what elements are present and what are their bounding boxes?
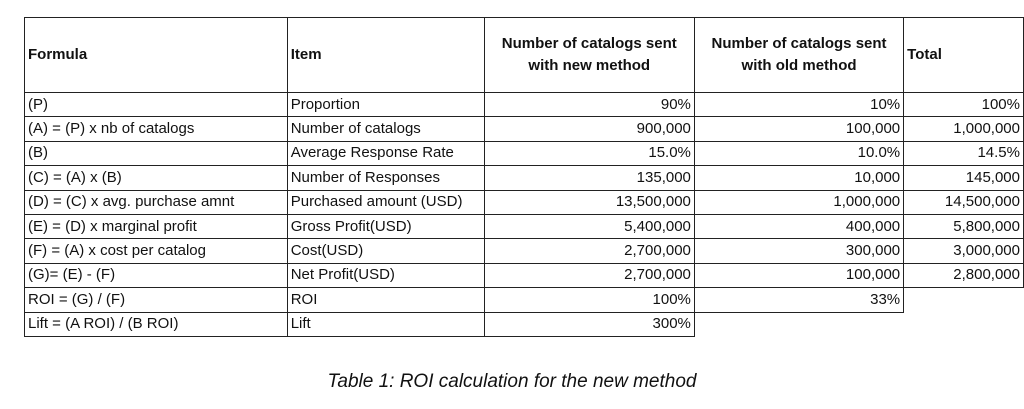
formula-cell: (P) bbox=[25, 93, 288, 117]
header-new-method: Number of catalogs sent with new method bbox=[484, 18, 694, 93]
old-method-cell: 10,000 bbox=[694, 166, 903, 190]
total-cell bbox=[904, 312, 1024, 336]
old-method-cell: 400,000 bbox=[694, 214, 903, 238]
new-method-cell: 90% bbox=[484, 93, 694, 117]
header-item: Item bbox=[287, 18, 484, 93]
new-method-cell: 2,700,000 bbox=[484, 239, 694, 263]
header-formula: Formula bbox=[25, 18, 288, 93]
old-method-cell: 10.0% bbox=[694, 141, 903, 165]
total-cell: 5,800,000 bbox=[904, 214, 1024, 238]
header-row bbox=[25, 18, 1024, 93]
formula-cell: Lift = (A ROI) / (B ROI) bbox=[25, 312, 288, 336]
table-row bbox=[25, 141, 1024, 165]
header-old-method: Number of catalogs sent with old method bbox=[694, 18, 903, 93]
item-cell: Cost(USD) bbox=[287, 239, 484, 263]
new-method-cell: 100% bbox=[484, 288, 694, 312]
table-row bbox=[25, 117, 1024, 141]
formula-cell: (B) bbox=[25, 141, 288, 165]
old-method-cell: 33% bbox=[694, 288, 903, 312]
formula-cell: (C) = (A) x (B) bbox=[25, 166, 288, 190]
item-cell: Number of catalogs bbox=[287, 117, 484, 141]
total-cell: 1,000,000 bbox=[904, 117, 1024, 141]
table-row bbox=[25, 288, 1024, 312]
total-cell: 3,000,000 bbox=[904, 239, 1024, 263]
table-row bbox=[25, 166, 1024, 190]
table-row bbox=[25, 312, 1024, 336]
item-cell: Number of Responses bbox=[287, 166, 484, 190]
item-cell: ROI bbox=[287, 288, 484, 312]
old-method-cell: 10% bbox=[694, 93, 903, 117]
total-cell: 14.5% bbox=[904, 141, 1024, 165]
total-cell: 100% bbox=[904, 93, 1024, 117]
formula-cell: (F) = (A) x cost per catalog bbox=[25, 239, 288, 263]
table-body bbox=[25, 93, 1024, 337]
table-row bbox=[25, 214, 1024, 238]
item-cell: Average Response Rate bbox=[287, 141, 484, 165]
new-method-cell: 2,700,000 bbox=[484, 263, 694, 287]
old-method-cell: 100,000 bbox=[694, 117, 903, 141]
roi-table bbox=[24, 17, 1024, 337]
new-method-cell: 15.0% bbox=[484, 141, 694, 165]
item-cell: Net Profit(USD) bbox=[287, 263, 484, 287]
item-cell: Purchased amount (USD) bbox=[287, 190, 484, 214]
old-method-cell: 300,000 bbox=[694, 239, 903, 263]
total-cell bbox=[904, 288, 1024, 312]
item-cell: Proportion bbox=[287, 93, 484, 117]
item-cell: Lift bbox=[287, 312, 484, 336]
formula-cell: (E) = (D) x marginal profit bbox=[25, 214, 288, 238]
total-cell: 14,500,000 bbox=[904, 190, 1024, 214]
table-row bbox=[25, 263, 1024, 287]
new-method-cell: 300% bbox=[484, 312, 694, 336]
table-row bbox=[25, 93, 1024, 117]
item-cell: Gross Profit(USD) bbox=[287, 214, 484, 238]
header-total: Total bbox=[904, 18, 1024, 93]
table-caption: Table 1: ROI calculation for the new method bbox=[327, 371, 697, 392]
table-row bbox=[25, 239, 1024, 263]
formula-cell: (G)= (E) - (F) bbox=[25, 263, 288, 287]
formula-cell: ROI = (G) / (F) bbox=[25, 288, 288, 312]
total-cell: 145,000 bbox=[904, 166, 1024, 190]
total-cell: 2,800,000 bbox=[904, 263, 1024, 287]
formula-cell: (D) = (C) x avg. purchase amnt bbox=[25, 190, 288, 214]
new-method-cell: 13,500,000 bbox=[484, 190, 694, 214]
old-method-cell: 100,000 bbox=[694, 263, 903, 287]
new-method-cell: 5,400,000 bbox=[484, 214, 694, 238]
new-method-cell: 135,000 bbox=[484, 166, 694, 190]
new-method-cell: 900,000 bbox=[484, 117, 694, 141]
table-row bbox=[25, 190, 1024, 214]
formula-cell: (A) = (P) x nb of catalogs bbox=[25, 117, 288, 141]
old-method-cell: 1,000,000 bbox=[694, 190, 903, 214]
old-method-cell bbox=[694, 312, 903, 336]
